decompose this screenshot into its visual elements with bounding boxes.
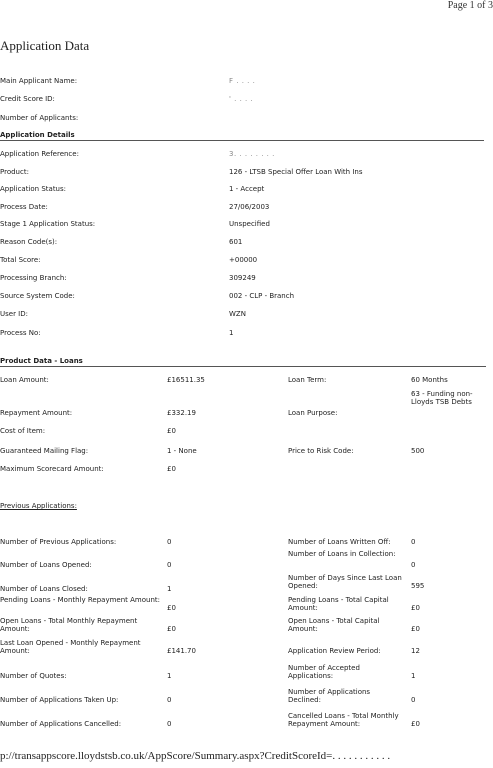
- previous-value: £0: [411, 720, 420, 728]
- previous-label: Pending Loans - Total Capital Amount:: [288, 596, 389, 612]
- previous-value: 0: [167, 538, 172, 546]
- previous-applications-heading: Previous Applications:: [0, 502, 77, 510]
- detail-label: Reason Code(s):: [0, 238, 58, 246]
- previous-label: Open Loans - Total Monthly Repayment Amount:: [0, 617, 138, 633]
- cost-of-item-value: £0: [167, 427, 176, 435]
- repayment-amount-value: £332.19: [167, 409, 196, 417]
- previous-label: Number of Applications Cancelled:: [0, 720, 122, 728]
- page-title: Application Data: [0, 38, 90, 53]
- previous-value: 0: [411, 538, 416, 546]
- section-divider: [0, 140, 484, 141]
- detail-value: 1 - Accept: [229, 185, 265, 193]
- loans-heading: Product Data - Loans: [0, 357, 83, 365]
- previous-value: 0: [167, 561, 172, 569]
- previous-label: Number of Loans Closed:: [0, 585, 88, 593]
- repayment-amount-label: Repayment Amount:: [0, 409, 73, 417]
- previous-label: Number of Days Since Last Loan Opened:: [288, 574, 402, 590]
- loan-amount-label: Loan Amount:: [0, 376, 49, 384]
- max-scorecard-value: £0: [167, 465, 176, 473]
- previous-value: 1: [167, 672, 172, 680]
- detail-label: User ID:: [0, 310, 28, 318]
- previous-label: Open Loans - Total Capital Amount:: [288, 617, 380, 633]
- previous-label: Last Loan Opened - Monthly Repayment Amount:: [0, 639, 141, 655]
- previous-value: £0: [167, 625, 176, 633]
- mailing-flag-value: 1 - None: [167, 447, 197, 455]
- previous-value: £0: [411, 625, 420, 633]
- previous-value: 0: [411, 696, 416, 704]
- detail-label: Process Date:: [0, 203, 48, 211]
- previous-label: Number of Quotes:: [0, 672, 67, 680]
- application-details-heading: Application Details: [0, 131, 75, 139]
- page-number: Page 1 of 3: [447, 0, 493, 11]
- detail-label: Application Reference:: [0, 150, 79, 158]
- detail-label: Process No:: [0, 329, 41, 337]
- previous-label: Number of Previous Applications:: [0, 538, 117, 546]
- detail-label: Source System Code:: [0, 292, 75, 300]
- max-scorecard-label: Maximum Scorecard Amount:: [0, 465, 104, 473]
- detail-value: 309249: [229, 274, 256, 282]
- previous-label: Number of Loans Written Off:: [288, 538, 391, 546]
- cost-of-item-label: Cost of Item:: [0, 427, 46, 435]
- loan-term-label: Loan Term:: [288, 376, 327, 384]
- credit-score-id-value: ' . . . .: [229, 95, 254, 103]
- previous-label: Pending Loans - Monthly Repayment Amount:: [0, 596, 160, 604]
- detail-value: WZN: [229, 310, 246, 318]
- previous-label: Cancelled Loans - Total Monthly Repayment Amount:: [288, 712, 399, 728]
- previous-value: £141.70: [167, 647, 196, 655]
- detail-value: 126 - LTSB Special Offer Loan With Ins: [229, 168, 363, 176]
- price-risk-value: 500: [411, 447, 425, 455]
- previous-label: Number of Loans Opened:: [0, 561, 92, 569]
- previous-label: Number of Applications Declined:: [288, 688, 371, 704]
- previous-value: 595: [411, 582, 425, 590]
- section-divider: [0, 366, 486, 367]
- previous-value: 1: [167, 585, 172, 593]
- detail-value: 3. . . . . . . .: [229, 150, 275, 158]
- previous-label: Number of Applications Taken Up:: [0, 696, 119, 704]
- detail-label: Total Score:: [0, 256, 41, 264]
- previous-label: Number of Loans in Collection:: [288, 550, 396, 558]
- loan-purpose-value: 63 - Funding non-Lloyds TSB Debts: [411, 390, 473, 406]
- loan-amount-value: £16511.35: [167, 376, 205, 384]
- main-applicant-label: Main Applicant Name:: [0, 77, 78, 85]
- previous-value: 0: [167, 696, 172, 704]
- detail-label: Processing Branch:: [0, 274, 67, 282]
- detail-label: Application Status:: [0, 185, 67, 193]
- previous-label: Application Review Period:: [288, 647, 381, 655]
- main-applicant-value: F . . . .: [229, 77, 256, 85]
- previous-value: £0: [167, 604, 176, 612]
- detail-value: 1: [229, 329, 234, 337]
- detail-value: 27/06/2003: [229, 203, 270, 211]
- detail-value: Unspecified: [229, 220, 270, 228]
- previous-value: 12: [411, 647, 420, 655]
- detail-value: 601: [229, 238, 243, 246]
- detail-label: Stage 1 Application Status:: [0, 220, 96, 228]
- previous-value: 1: [411, 672, 416, 680]
- loan-term-value: 60 Months: [411, 376, 448, 384]
- detail-value: +00000: [229, 256, 258, 264]
- detail-value: 002 - CLP - Branch: [229, 292, 295, 300]
- previous-value: 0: [411, 561, 416, 569]
- previous-value: £0: [411, 604, 420, 612]
- mailing-flag-label: Guaranteed Mailing Flag:: [0, 447, 89, 455]
- previous-value: 0: [167, 720, 172, 728]
- previous-label: Number of Accepted Applications:: [288, 664, 360, 680]
- loan-purpose-label: Loan Purpose:: [288, 409, 338, 417]
- detail-label: Product:: [0, 168, 29, 176]
- credit-score-id-label: Credit Score ID:: [0, 95, 55, 103]
- number-of-applicants-label: Number of Applicants:: [0, 114, 79, 122]
- price-risk-label: Price to Risk Code:: [288, 447, 354, 455]
- footer-url: p://transappscore.lloydstsb.co.uk/AppScore/Summary.aspx?CreditScoreId=. . . . . . . . . . .: [0, 750, 391, 762]
